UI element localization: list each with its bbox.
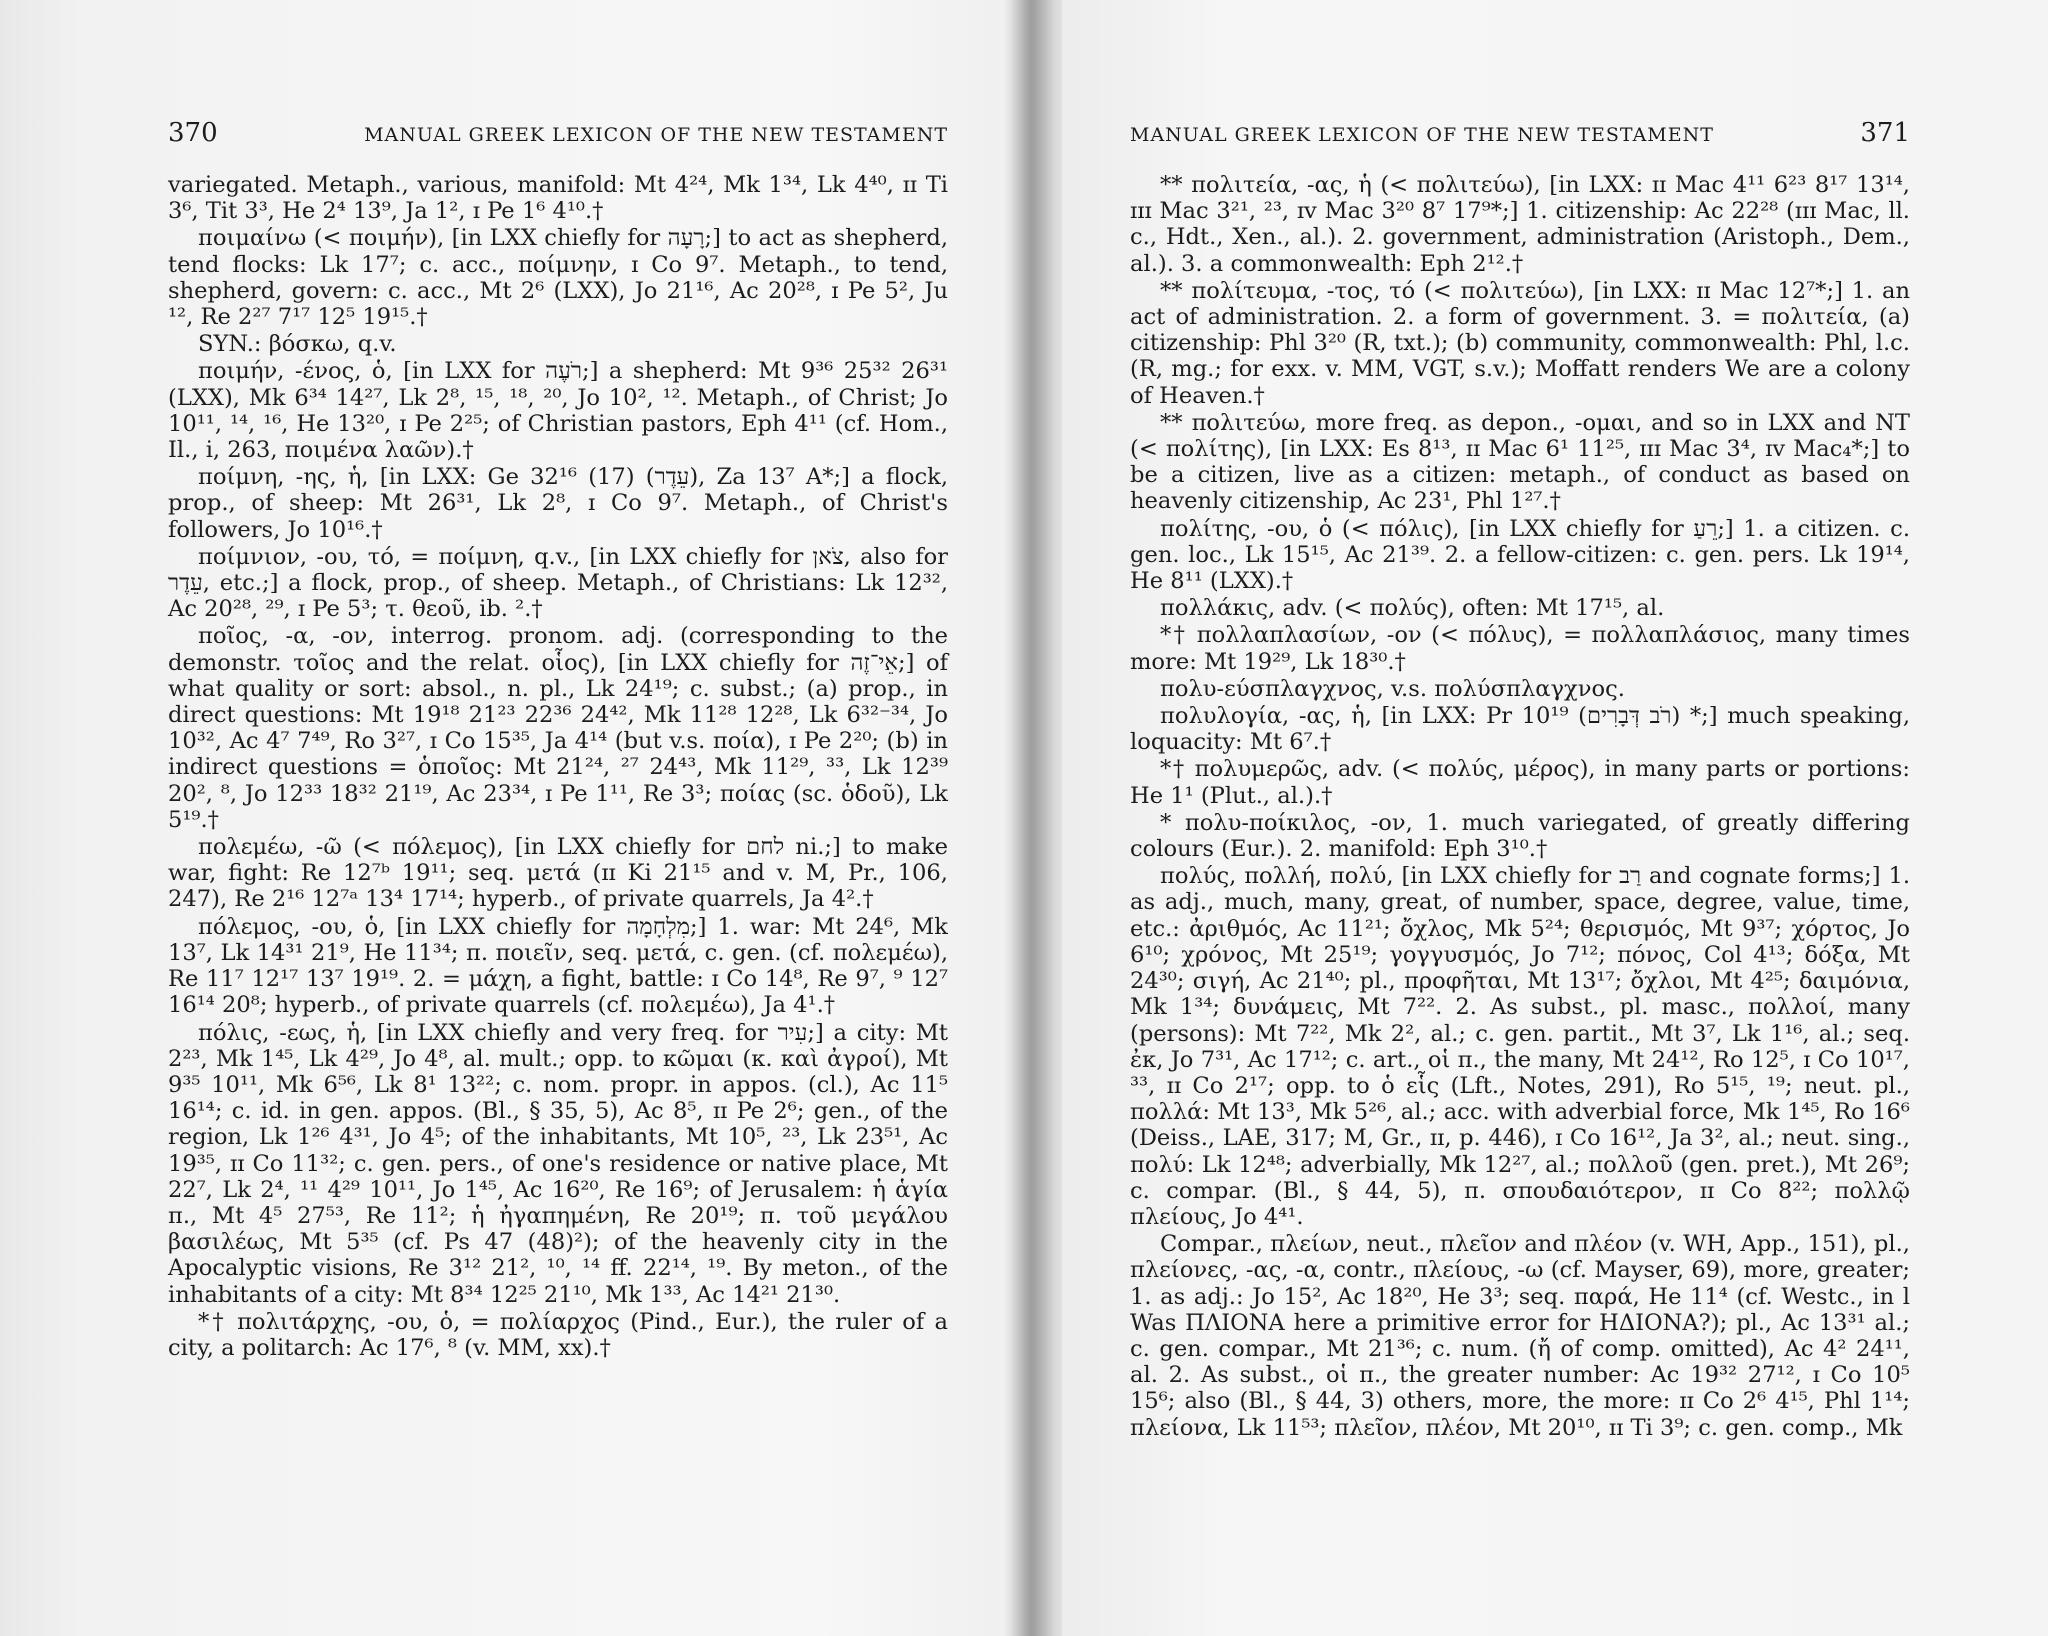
book-gutter xyxy=(1010,0,1062,1636)
lexicon-entry: ** πολιτεία, -ας, ἡ (< πολιτεύω), [in LXX: ɪɪ Mac 4¹¹ 6²³ 8¹⁷ 13¹⁴, ɪɪɪ Mac 3²¹, ²³, ɪᴠ Mac 3²⁰ 8⁷ 17⁹*;] 1. citizenship: Ac 22²⁸ (ɪɪɪ Mac, ll. c., Hdt., Xen., al.). 2. government, administration (Aristoph., Dem., al.). 3. a commonwealth: Eph 2¹².† xyxy=(1130,172,1910,277)
lexicon-entry: Compar., πλείων, neut., πλεῖον and πλέον (v. WH, App., 151), pl., πλείονες, -ας, -α, contr., πλείους, -ω (cf. Mayser, 69), more, greater; 1. as adj.: Jo 15², Ac 18²⁰, He 3³; seq. παρά, He 11⁴ (cf. Westc., in l Was ΠΛΙΟΝΑ here a primitive error for ΗΔΙΟΝΑ?); pl., Ac 13³¹ al.; c. gen. compar., Mt 21³⁶; c. num. (ἤ of comp. omitted), Ac 4² 24¹¹, al. 2. As subst., οἱ π., the greater number: Ac 19³² 27¹², ɪ Co 10⁵ 15⁶; also (Bl., § 44, 3) others, more, the more: ɪɪ Co 2⁶ 4¹⁵, Phl 1¹⁴; πλείονα, Lk 11⁵³; πλεῖον, πλέον, Mt 20¹⁰, ɪɪ Ti 3⁹; c. gen. comp., Mk xyxy=(1130,1231,1910,1441)
lexicon-entry: ** πολιτεύω, more freq. as depon., -ομαι, and so in LXX and NT (< πολίτης), [in LXX: Es 8¹³, ɪɪ Mac 6¹ 11²⁵, ɪɪɪ Mac 3⁴, ɪᴠ Mac₄*;] to be a citizen, live as a citizen: metaph., of conduct as based on heavenly citizenship, Ac 23¹, Phl 1²⁷.† xyxy=(1130,409,1910,515)
lexicon-entry: πόλεμος, -ου, ὁ, [in LXX chiefly for מִלְחָמָה;] 1. war: Mt 24⁶, Mk 13⁷, Lk 14³¹ 21⁹, He 11³⁴; π. ποιεῖν, seq. μετά, c. gen. (cf. πολεμέω), Re 11⁷ 12¹⁷ 13⁷ 19¹⁹. 2. = μάχη, a fight, battle: ɪ Co 14⁸, Re 9⁷, ⁹ 12⁷ 16¹⁴ 20⁸; hyperb., of private quarrels (cf. πολεμέω), Ja 4¹.† xyxy=(168,913,948,1019)
lexicon-entry: SYN.: βόσκω, q.v. xyxy=(198,331,397,358)
lexicon-entry: * πολυ-ποίκιλος, -ον, 1. much variegated, of greatly differing colours (Eur.). 2. manifold: Eph 3¹⁰.† xyxy=(1130,809,1910,863)
left-page-body xyxy=(168,172,948,1361)
right-page-body xyxy=(1130,172,1910,1441)
lexicon-entry: πολύς, πολλή, πολύ, [in LXX chiefly for רַב and cognate forms;] 1. as adj., much, many, great, of number, space, degree, value, time, etc.: ἀριθμός, Ac 11²¹; ὄχλος, Mk 5²⁴; θερισμός, Mt 9³⁷; χόρτος, Jo 6¹⁰; χρόνος, Mt 25¹⁹; γογγυσμός, Jo 7¹²; πόνος, Col 4¹³; δόξα, Mt 24³⁰; σιγή, Ac 21⁴⁰; pl., προφῆται, Mt 13¹⁷; ὄχλοι, Mt 4²⁵; δαιμόνια, Mk 1³⁴; δυνάμεις, Mt 7²². 2. As subst., pl. masc., πολλοί, many (persons): Mt 7²², Mk 2², al.; c. gen. partit., Mt 3⁷, Lk 1¹⁶, al.; seq. ἐκ, Jo 7³¹, Ac 17¹²; c. art., οἱ π., the many, Mt 24¹², Ro 12⁵, ɪ Co 10¹⁷, ³³, ɪɪ Co 2¹⁷; opp. to ὁ εἷς (Lft., Notes, 291), Ro 5¹⁵, ¹⁹; neut. pl., πολλά: Mt 13³, Mk 5²⁶, al.; acc. with adverbial force, Mk 1⁴⁵, Ro 16⁶ (Deiss., LAE, 317; M, Gr., ɪɪ, p. 446), ɪ Co 16¹², Ja 3², al.; neut. sing., πολύ: Lk 12⁴⁸; adverbially, Mk 12²⁷, al.; πολλοῦ (gen. pret.), Mt 26⁹; c. compar. (Bl., § 44, 5), π. σπουδαιότερον, ɪɪ Co 8²²; πολλῷ πλείους, Jo 4⁴¹. xyxy=(1130,863,1911,1230)
lexicon-entry: πολίτης, -ου, ὁ (< πόλις), [in LXX chiefly for רֵעַ;] 1. a citizen. c. gen. loc., Lk 15¹⁵, Ac 21³⁹. 2. a fellow-citizen: c. gen. pers. Lk 19¹⁴, He 8¹¹ (LXX).† xyxy=(1130,515,1911,595)
lexicon-entry: ** πολίτευμα, -τος, τό (< πολιτεύω), [in LXX: ɪɪ Mac 12⁷*;] 1. an act of administration. 2. a form of government. 3. = πολιτεία, (a) citizenship: Phl 3²⁰ (R, txt.); (b) community, commonwealth: Phl, l.c. (R, mg.; for exx. v. MM, VGT, s.v.); Moffatt renders We are a colony of Heaven.† xyxy=(1130,277,1910,409)
lexicon-entry: *† πολιτάρχης, -ου, ὁ, = πολίαρχος (Pind., Eur.), the ruler of a city, a politarch: Ac 17⁶, ⁸ (v. MM, xx).† xyxy=(168,1308,948,1361)
left-page-header xyxy=(168,118,948,148)
running-title: MANUAL GREEK LEXICON OF THE NEW TESTAMENT xyxy=(364,124,948,146)
lexicon-entry: ποιμήν, -ένος, ὁ, [in LXX for רֹעֶה;] a shepherd: Mt 9³⁶ 25³² 26³¹ (LXX), Mk 6³⁴ 14²⁷, Lk 2⁸, ¹⁵, ¹⁸, ²⁰, Jo 10², ¹². Metaph., of Christ; Jo 10¹¹, ¹⁴, ¹⁶, He 13²⁰, ɪ Pe 2²⁵; of Christian pastors, Eph 4¹¹ (cf. Hom., Il., i, 263, ποιμένα λαῶν).† xyxy=(168,358,948,464)
lexicon-entry: πολυ-εύσπλαγχνος, v.s. πολύσπλαγχνος. xyxy=(1160,675,1625,702)
lexicon-entry: πολεμέω, -ῶ (< πόλεμος), [in LXX chiefly for לחם ni.;] to make war, fight: Re 12⁷ᵇ 19¹¹; seq. μετά (ɪɪ Ki 21¹⁵ and v. M, Pr., 106, 247), Re 2¹⁶ 12⁷ᵃ 13⁴ 17¹⁴; hyperb., of private quarrels, Ja 4².† xyxy=(168,834,949,913)
left-page xyxy=(168,118,948,1362)
lexicon-entry: ποῖος, -α, -ον, interrog. pronom. adj. (corresponding to the demonstr. τοῖος and the relat. οἷος), [in LXX chiefly for אֵי־זֶה;] of what quality or sort: absol., n. pl., Lk 24¹⁹; c. subst.; (a) prop., in direct questions: Mt 19¹⁸ 21²³ 22³⁶ 24⁴², Mk 11²⁸ 12²⁸, Lk 6³²⁻³⁴, Jo 10³², Ac 4⁷ 7⁴⁹, Ro 3²⁷, ɪ Co 15³⁵, Ja 4¹⁴ (but v.s. ποία), ɪ Pe 2²⁰; (b) in indirect questions = ὁποῖος: Mt 21²⁴, ²⁷ 24⁴³, Mk 11²⁹, ³³, Lk 12³⁹ 20², ⁸, Jo 12³³ 18³² 21¹⁹, Ac 23³⁴, ɪ Pe 1¹¹, Re 3³; ποίας (sc. ὁδοῦ), Lk 5¹⁹.† xyxy=(168,623,948,833)
lexicon-entry: *† πολυμερῶς, adv. (< πολύς, μέρος), in many parts or portions: He 1¹ (Plut., al.).† xyxy=(1130,756,1910,809)
running-title: MANUAL GREEK LEXICON OF THE NEW TESTAMENT xyxy=(1130,124,1714,146)
lexicon-entry: πολυλογία, -ας, ἡ, [in LXX: Pr 10¹⁹ (רֹב דְּבָרִים) *;] much speaking, loquacity: Mt 6⁷.† xyxy=(1130,703,1911,756)
lexicon-entry: πολλάκις, adv. (< πολύς), often: Mt 17¹⁵, al. xyxy=(1160,595,1665,622)
right-page xyxy=(1130,118,1910,1442)
page-number: 370 xyxy=(168,118,218,148)
right-page-header xyxy=(1130,118,1910,148)
lexicon-entry: *† πολλαπλασίων, -ον (< πόλυς), = πολλαπλάσιος, many times more: Mt 19²⁹, Lk 18³⁰.† xyxy=(1130,622,1910,675)
lexicon-entry: ποίμνη, -ης, ἡ, [in LXX: Ge 32¹⁶ (17) (עֵדֶר), Za 13⁷ A*;] a flock, prop., of sheep: Mt 26³¹, Lk 2⁸, ɪ Co 9⁷. Metaph., of Christ's followers, Jo 10¹⁶.† xyxy=(168,464,949,543)
lexicon-entry: ποίμνιον, -ου, τό, = ποίμνη, q.v., [in LXX chiefly for צֹאן, also for עֵדֶר, etc.;] a flock, prop., of sheep. Metaph., of Christians: Lk 12³², Ac 20²⁸, ²⁹, ɪ Pe 5³; τ. θεοῦ, ib. ².† xyxy=(168,543,948,623)
lexicon-entry: πόλις, -εως, ἡ, [in LXX chiefly and very freq. for עִיר;] a city: Mt 2²³, Mk 1⁴⁵, Lk 4²⁹, Jo 4⁸, al. mult.; opp. to κῶμαι (κ. καὶ ἀγροί), Mt 9³⁵ 10¹¹, Mk 6⁵⁶, Lk 8¹ 13²²; c. nom. propr. in appos. (cl.), Ac 11⁵ 16¹⁴; c. id. in gen. appos. (Bl., § 35, 5), Ac 8⁵, ɪɪ Pe 2⁶; gen., of the region, Lk 1²⁶ 4³¹, Jo 4⁵; of the inhabitants, Mt 10⁵, ²³, Lk 23⁵¹, Ac 19³⁵, ɪɪ Co 11³²; c. gen. pers., of one's residence or native place, Mt 22⁷, Lk 2⁴, ¹¹ 4²⁹ 10¹¹, Jo 1⁴⁵, Ac 16²⁰, Re 16⁹; of Jerusalem: ἡ ἁγία π., Mt 4⁵ 27⁵³, Re 11²; ἡ ἠγαπημένη, Re 20¹⁹; π. τοῦ μεγάλου βασιλέως, Mt 5³⁵ (cf. Ps 47 (48)²); of the heavenly city in the Apocalyptic visions, Re 3¹² 21², ¹⁰, ¹⁴ ff. 22¹⁴, ¹⁹. By meton., of the inhabitants of a city: Mt 8³⁴ 12²⁵ 21¹⁰, Mk 1³³, Ac 14²¹ 21³⁰. xyxy=(168,1019,948,1308)
lexicon-entry: variegated. Metaph., various, manifold: Mt 4²⁴, Mk 1³⁴, Lk 4⁴⁰, ɪɪ Ti 3⁶, Tit 3³, He 2⁴ 13⁹, Ja 1², ɪ Pe 1⁶ 4¹⁰.† xyxy=(168,172,948,225)
lexicon-entry: ποιμαίνω (< ποιμήν), [in LXX chiefly for רָעָה;] to act as shepherd, tend flocks: Lk 17⁷; c. acc., ποίμνην, ɪ Co 9⁷. Metaph., to tend, shepherd, govern: c. acc., Mt 2⁶ (LXX), Jo 21¹⁶, Ac 20²⁸, ɪ Pe 5², Ju ¹², Re 2²⁷ 7¹⁷ 12⁵ 19¹⁵.† xyxy=(168,225,949,331)
page-number: 371 xyxy=(1860,118,1910,148)
